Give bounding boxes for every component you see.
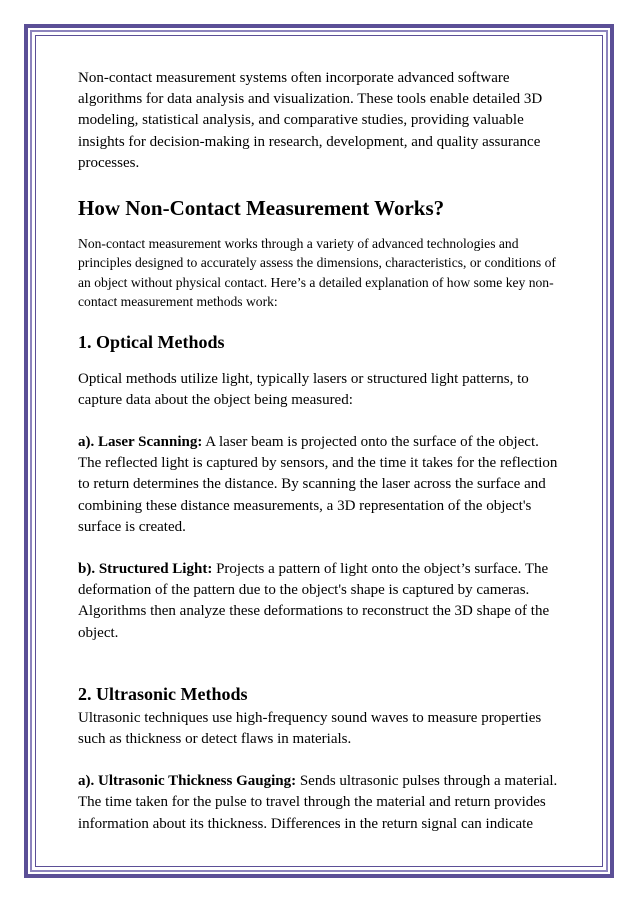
laser-scanning-text: A laser beam is projected onto the surface of the object. The reflected light is captured by sensors, and the time it takes for the reflection to return determines the distance. By scanning the laser across the surface and combining these distance measurements, a 3D representation of the object's surface is created. [78, 434, 558, 535]
thickness-gauging-label: a). Ultrasonic Thickness Gauging: [78, 773, 297, 790]
section-heading-ultrasonic: 2. Ultrasonic Methods [78, 683, 248, 704]
thickness-gauging-text: Sends ultrasonic pulses through a material. The time taken for the pulse to travel through the material and return provides information about its thickness. Differences in the return signal can indicate [78, 773, 558, 832]
section-heading-optical: 1. Optical Methods [78, 331, 225, 352]
structured-light-label: b). Structured Light: [78, 561, 213, 578]
thickness-gauging-paragraph [78, 771, 562, 835]
optical-intro-paragraph: Optical methods utilize light, typically lasers or structured light patterns, to capture data about the object being measured: [78, 370, 529, 408]
section-heading-how-it-works: How Non-Contact Measurement Works? [78, 196, 445, 221]
laser-scanning-label: a). Laser Scanning: [78, 434, 203, 451]
how-it-works-paragraph: Non-contact measurement works through a variety of advanced technologies and principles designed to accurately assess the dimensions, characteristics, or conditions of an object without physical contact. Here’s a detailed explanation of how some key non-contact measurement methods work: [78, 236, 556, 310]
laser-scanning-paragraph [78, 432, 562, 538]
intro-paragraph: Non-contact measurement systems often incorporate advanced software algorithms for data analysis and visualization. These tools enable detailed 3D modeling, statistical analysis, and comparative studies, providing valuable insights for decision-making in research, development, and quality assurance processes. [78, 70, 543, 171]
structured-light-paragraph [78, 559, 562, 644]
document-body [78, 68, 562, 835]
structured-light-text: Projects a pattern of light onto the object’s surface. The deformation of the pattern due to the object's shape is captured by cameras. Algorithms then analyze these deformations to reconstruct the 3D shape of the object. [78, 561, 550, 641]
ultrasonic-intro-paragraph: Ultrasonic techniques use high-frequency sound waves to measure properties such as thickness or detect flaws in materials. [78, 709, 542, 748]
